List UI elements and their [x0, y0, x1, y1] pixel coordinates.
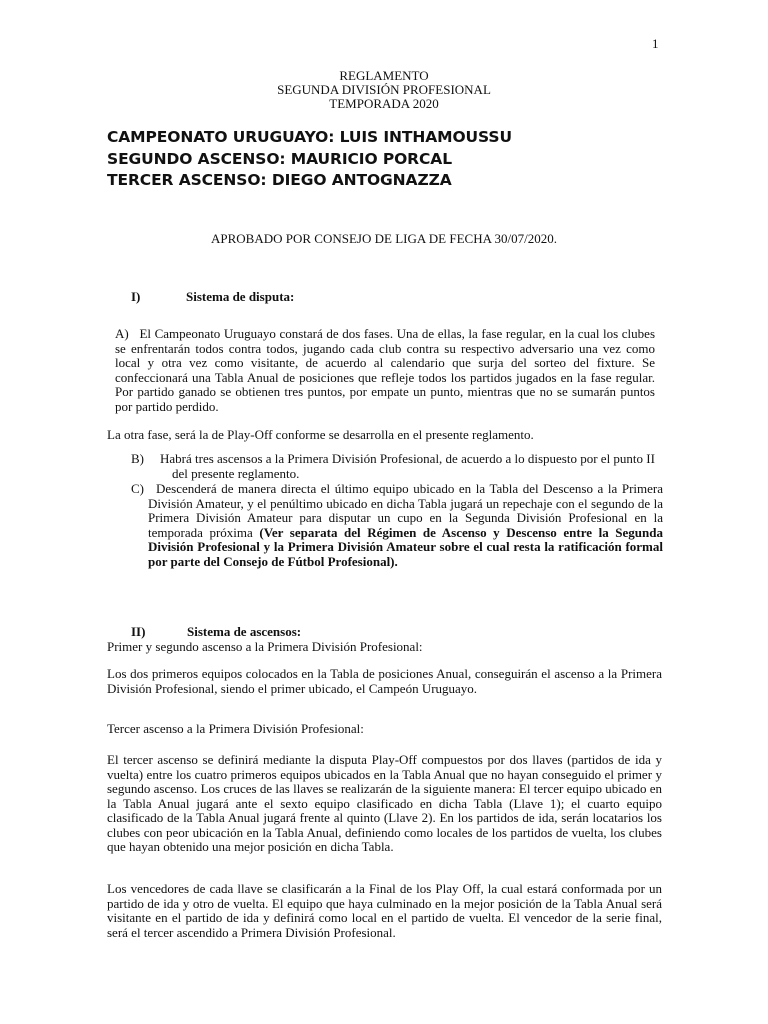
honor-second-promotion: SEGUNDO ASCENSO: MAURICIO PORCAL	[107, 149, 452, 168]
item-c-note: (Ver separata del Régimen de Ascenso y Descenso entre la Segunda División Profesional y la Primera División Amateur sobre el cual resta la ratificación formal por parte del Consejo de Fútbol Profesional).	[148, 524, 664, 569]
item-c-text	[148, 482, 663, 569]
paragraph-direct-promotion: Los dos primeros equipos colocados en la Tabla de posiciones Anual, conseguirán el ascenso a la Primera División Profesional, siendo el primer ubicado, el Campeón Uruguayo.	[107, 666, 662, 696]
header-season: TEMPORADA 2020	[329, 96, 439, 111]
playoff-paragraph: La otra fase, será la de Play-Off conforme se desarrolla en el presente reglamento.	[107, 427, 534, 442]
item-a	[115, 327, 655, 415]
subheading-third: Tercer ascenso a la Primera División Profesional:	[107, 721, 364, 736]
section-2-heading	[131, 624, 431, 640]
approval-line: APROBADO POR CONSEJO DE LIGA DE FECHA 30/07/2020.	[211, 231, 557, 246]
item-c	[131, 482, 666, 592]
section-1-title: Sistema de disputa:	[186, 289, 295, 304]
header-title: REGLAMENTO	[339, 68, 429, 83]
honor-third-promotion: TERCER ASCENSO: DIEGO ANTOGNAZZA	[107, 171, 452, 189]
page-number: 1	[652, 36, 659, 51]
header-division: SEGUNDA DIVISIÓN PROFESIONAL	[277, 82, 491, 97]
document-header	[0, 69, 768, 111]
subheading-first-second: Primer y segundo ascenso a la Primera División Profesional:	[107, 639, 423, 654]
section-1-number: I)	[131, 289, 141, 304]
paragraph-final: Los vencedores de cada llave se clasificarán a la Final de los Play Off, la cual estará conformada por un partido de ida y otro de vuelta. El equipo que haya culminado en la mejor posición de la Tabla Anual será visitante en el partido de ida y definirá como local en el partido de vuelta. El vencedor de la serie final, será el tercer ascendido a Primera División Profesional.	[107, 881, 662, 940]
section-2-title: Sistema de ascensos:	[187, 624, 302, 639]
item-b-text: Habrá tres ascensos a la Primera División Profesional, de acuerdo a lo dispuesto por el punto II del presente reglamento.	[160, 451, 655, 481]
item-b-label: B)	[131, 451, 144, 466]
paragraph-playoff-keys: El tercer ascenso se definirá mediante la disputa Play-Off compuestos por dos llaves (partidos de ida y vuelta) entre los cuatro primeros equipos ubicados en la Tabla Anual que no hayan conseguido el primer y segundo ascenso. Los cruces de las llaves se realizarán de la siguiente manera: El tercer equipo ubicado en la Tabla Anual jugará ante el sexto equipo clasificado en dicha Tabla (Llave 1); el cuarto equipo clasificado de la Tabla Anual jugará frente al quinto (Llave 2). En los partidos de ida, serán locatarios los clubes con peor ubicación en la Tabla Anual, definiendo como locales de los partidos de vuelta, los clubes que hayan obtenido una mejor posición en dicha Tabla.	[107, 752, 662, 854]
item-c-main: Descenderá de manera directa el último equipo ubicado en la Tabla del Descenso a la Primera División Amateur, y el penúltimo ubicado en dicha Tabla jugará un repechaje con el segundo de la Primera División Amateur para disputar un cupo en la Segunda División Profesional en la temporada próxima	[148, 481, 663, 540]
honor-champion: CAMPEONATO URUGUAYO: LUIS INTHAMOUSSU	[107, 128, 512, 146]
item-b	[131, 452, 661, 484]
honors-list	[107, 127, 512, 192]
item-c-label: C)	[131, 481, 144, 496]
section-1-heading	[131, 289, 431, 305]
item-a-text: A) El Campeonato Uruguayo constará de dos fases. Una de ellas, la fase regular, en la cual los clubes se enfrentarán todos contra todos, jugando cada club contra su respectivo adversario una vez como local y otra vez como visitante, de acuerdo al calendario que surja del sorteo del fixture. Se confeccionará una Tabla Anual de posiciones que refleje todos los partidos jugados en la fase regular. Por partido ganado se obtienen tres puntos, por empate un punto, mientras que no se sumarán puntos por partido perdido.	[115, 326, 655, 414]
section-2-number: II)	[131, 624, 146, 639]
